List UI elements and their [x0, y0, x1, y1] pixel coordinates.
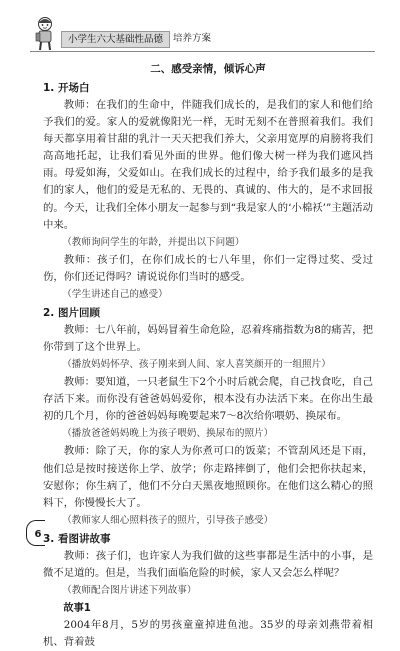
subsection-heading: 3. 看图讲故事: [43, 532, 111, 545]
instruction-note: （播放爸爸妈妈晚上为孩子喂奶、换尿布的照片）: [62, 428, 274, 440]
header-rule: [30, 51, 375, 52]
body-paragraph: 教师：除了天，你的家人为你煮可口的饭菜；不管刮风还是下雨，他们总是按时接送你上学、放学；你走路摔倒了，他们会把你扶起来，安慰你；你生病了，他们不分白天黑夜地照顾你。在他们这么精心的照料下，你慢慢长大了。: [43, 445, 373, 509]
instruction-note: （播放妈妈怀孕、孩子刚来到人间、家人喜笑颜开的一组照片）: [62, 359, 331, 371]
subsection-heading: 2. 图片回顾: [43, 306, 100, 319]
instruction-note: （教师家人细心照料孩子的照片，引导孩子感受）: [62, 514, 274, 526]
story-label: 故事1: [63, 602, 91, 614]
subsection-heading: 1. 开场白: [43, 82, 90, 94]
story-text: 2004年8月，5岁的男孩童童掉进鱼池。35岁的母亲刘燕带着相机、背着鼓: [43, 618, 373, 649]
series-title: 小学生六大基础性品德: [61, 31, 170, 48]
section-title: 二、感受亲情，倾诉心声: [150, 63, 266, 75]
body-paragraph: 教师：在我们的生命中，伴随我们成长的，是我们的家人和他们给予我们的爱。家人的爱就像阳光一样，无时无刻不在普照着我们。我们每天都享用着甘甜的乳汁一天天把我们养大，父亲用宽厚的肩膀将我们高高地托起，让我们看见外面的世界。他们像大树一样为我们遮风挡雨。母爱如海，父爱如山。在我们成长的过程中，给予我们最多的是我们的家人，他们的爱是无私的、无畏的、真诚的、伟大的，是不求回报的。今天，让我们全体小朋友一起参与到“我是家人的‘小棉袄’”主题活动中来。: [43, 99, 373, 231]
page-header: [30, 14, 375, 54]
series-subtitle: 培养方案: [173, 33, 212, 44]
body-paragraph: 教师：七八年前，妈妈冒着生命危险，忍着疼痛指数为8的痛苦，把你带到了这个世界上。: [43, 323, 373, 354]
body-paragraph: 教师：孩子们，也许家人为我们做的这些事都是生活中的小事，是微不足道的。但是，当我们面临危险的时候，家人又会怎么样呢？: [43, 549, 373, 579]
student-mascot-icon: [30, 16, 60, 52]
instruction-note: （教师配合图片讲述下列故事）: [62, 584, 197, 596]
body-paragraph: 教师：要知道，一只老鼠生下2个小时后就会爬，自己找食吃，自己存活下来。而你没有爸爸妈妈爱你，根本没有办法活下来。在你出生最初的几个月，你的爸爸妈妈每晚要起来7～8次给你喂奶、换尿布。: [43, 376, 373, 423]
body-paragraph: 教师：孩子们，在你们成长的七八年里，你们一定得过奖、受过伤，你们还记得吗？请说说你们当时的感受。: [43, 253, 373, 283]
page-number: 6: [34, 529, 42, 540]
instruction-note: （学生讲述自己的感受）: [62, 288, 168, 300]
instruction-note: （教师询问学生的年龄，并提出以下问题）: [62, 236, 245, 248]
page-body: [43, 60, 373, 651]
